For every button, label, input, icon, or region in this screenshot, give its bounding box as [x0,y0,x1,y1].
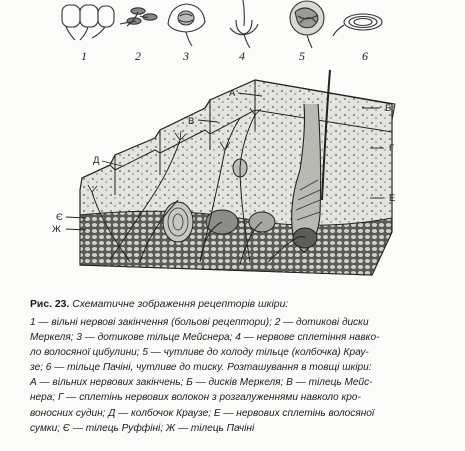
label-e: Е [389,193,396,204]
label-a: А [229,88,236,99]
receptor-5-krause-bulb-drawing [290,1,324,48]
label-v: В [188,116,195,127]
label-ye: Є [56,212,63,223]
receptor-number-5: 5 [299,49,305,63]
caption-heading [30,297,460,312]
skin-cross-section-drawing [66,70,395,275]
receptor-4-hair-plexus-drawing [230,0,258,48]
caption-line: сумки; Є — тілець Руффіні; Ж — тілець Пачіні [30,422,255,434]
receptor-2-merkel-discs-drawing [120,8,157,26]
caption-figure-number: Рис. 23. [30,299,70,310]
caption-line: Меркеля; 3 — дотикове тільце Мейснера; 4 — нервове сплетіння навко- [30,332,380,344]
receptor-number-1: 1 [81,49,87,63]
caption-line: А — вільних нервових закінчень; Б — дисків Меркеля; В — тілець Мейс- [30,377,373,389]
caption-line: нера; Г — сплетінь нервових волокон з розгалуженнями навколо кро- [30,392,361,404]
receptor-number-3: 3 [183,49,189,63]
label-d: Д [93,155,100,166]
receptor-3-meissner-corpuscle-drawing [168,4,205,46]
receptor-number-4: 4 [239,49,245,63]
label-zh: Ж [52,224,61,235]
caption-line: зе; 6 — тільце Пачіні, чутливе до тиску. Розташування в товщі шкіри: [30,362,372,374]
figure-caption [30,297,460,436]
caption-line: воносних судин; Д — колбочок Краузе; Е — нервових сплетінь волосяної [30,407,375,419]
label-g: Г [389,143,395,154]
caption-line: 1 — вільні нервові закінчення (больові рецептори); 2 — дотикові диски [30,317,369,328]
receptor-6-pacinian-corpuscle-drawing [333,14,382,36]
receptor-number-2: 2 [135,49,141,63]
caption-body [30,315,460,436]
caption-title: Схематичне зображення рецепторів шкіри: [72,299,289,310]
receptor-1-free-nerve-endings-drawing [62,5,114,40]
receptor-number-6: 6 [362,49,368,63]
caption-line: ло волосяної цибулини; 5 — чутливе до холоду тільце (колбочка) Крау- [30,347,369,359]
label-b: Б [385,103,392,114]
